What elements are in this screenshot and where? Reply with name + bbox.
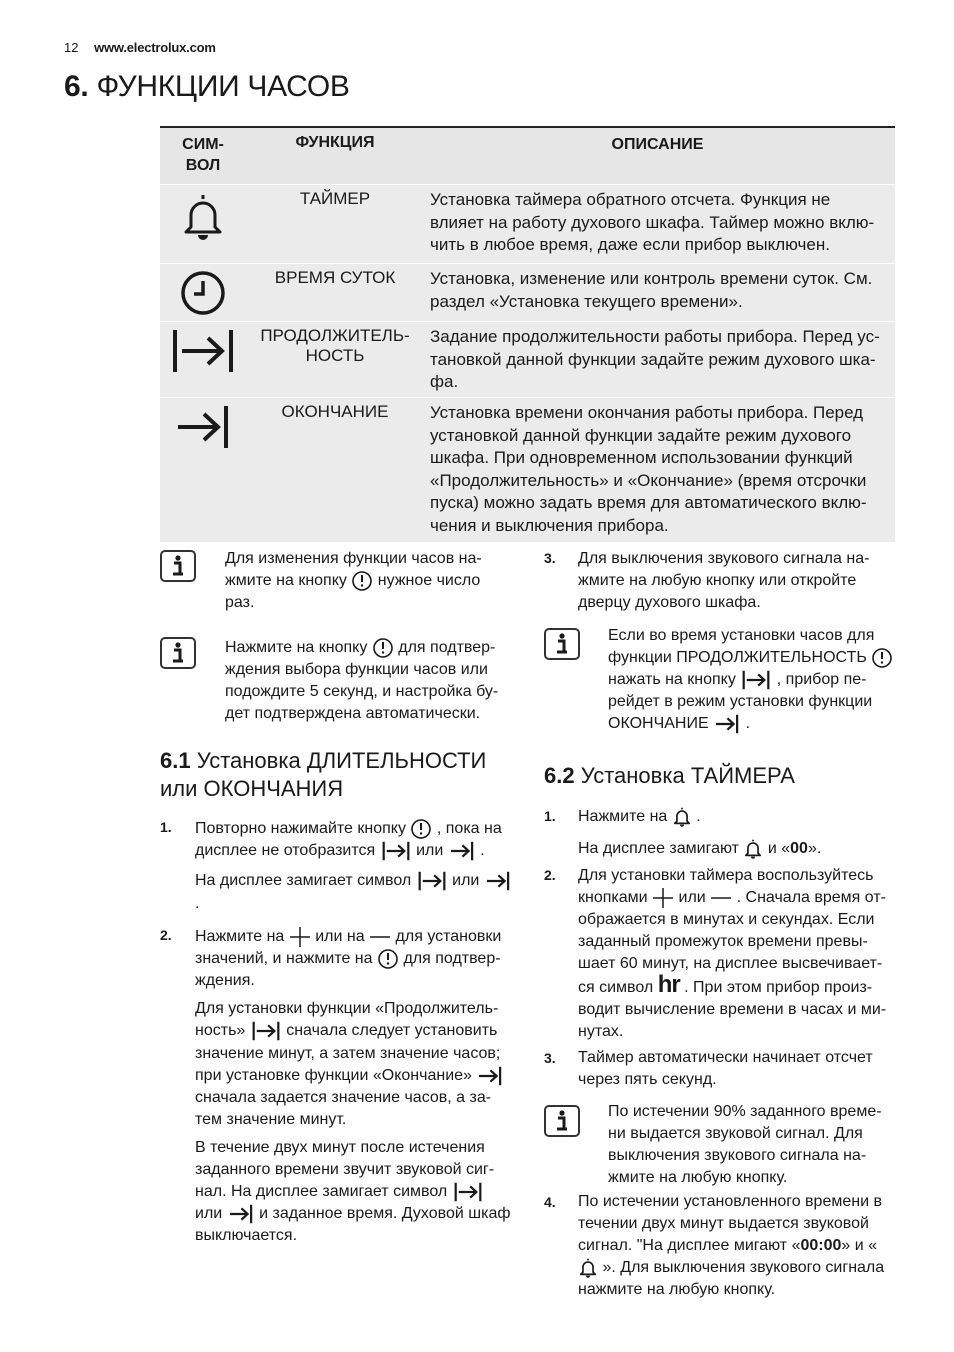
- display-value: 00:00: [800, 1237, 842, 1254]
- clock-button-icon: [410, 818, 432, 840]
- function-name: ВРЕМЯ СУТОК: [274, 268, 396, 287]
- title-text: ФУНКЦИИ ЧАСОВ: [96, 70, 350, 103]
- step-2: Нажмите на или на для установки значений, и нажмите на для подтвер-ждения. Для установки функции «Продолжитель-ность» сначала следует установить значение минут, а затем значение часов; при установке функции «Окончание» сначала задается значение часов, а за-тем значение минут. В течение двух минут после истечения заданного времени звучит звуковой сиг-нал. На дисплее замигает символ или и заданное время. Духовой шкаф выключается.: [195, 926, 515, 1247]
- bell-icon: [672, 806, 692, 828]
- step-1: Повторно нажимайте кнопку , пока на дисплее не отобразится или . На дисплее замигает символ или .: [195, 818, 515, 915]
- table-row: [160, 264, 895, 322]
- duration-icon: [380, 840, 412, 862]
- duration-icon: [170, 326, 236, 376]
- info-icon: [160, 637, 196, 669]
- step-number: 2.: [160, 927, 172, 943]
- bell-icon: [578, 1257, 598, 1279]
- info-icon: [544, 628, 580, 660]
- bell-icon: [181, 191, 225, 243]
- page-title: [64, 70, 350, 104]
- site-url[interactable]: www.electrolux.com: [94, 40, 216, 55]
- bell-icon: [743, 838, 763, 860]
- hr-symbol: hr: [657, 971, 680, 999]
- step-number: 3.: [544, 1050, 556, 1066]
- end-icon: [484, 870, 512, 892]
- end-icon: [476, 1065, 504, 1087]
- step-number: 1.: [544, 808, 556, 824]
- info-icon: [160, 550, 196, 582]
- info-note-4: По истечении 90% заданного време-ни выдается звуковой сигнал. Для выключения звукового сигнала на-жмите на любую кнопку.: [608, 1103, 882, 1186]
- table-row: [160, 398, 895, 543]
- function-name: ПРОДОЛЖИТЕЛЬ-НОСТЬ: [260, 326, 410, 365]
- page-number: 12: [64, 40, 79, 55]
- step-number: 2.: [544, 867, 556, 883]
- table-row: [160, 322, 895, 398]
- clock-button-icon: [377, 948, 399, 970]
- end-icon: [174, 402, 232, 452]
- info-icon: [544, 1105, 580, 1137]
- end-icon: [448, 840, 476, 862]
- table-row: [160, 185, 895, 264]
- plus-icon: [289, 926, 311, 948]
- function-description: Установка, изменение или контроль времени суток. См. раздел «Установка текущего времени».: [430, 269, 873, 311]
- timer-step-3: Таймер автоматически начинает отсчет через пять секунд.: [578, 1049, 873, 1088]
- function-description: Установка таймера обратного отсчета. Функция не влияет на работу духового шкафа. Таймер можно вклю-чить в любое время, даже если прибор выключен.: [430, 190, 875, 254]
- step-number: 1.: [160, 819, 172, 835]
- function-name: ОКОНЧАНИЕ: [281, 402, 389, 421]
- timer-step-2: Для установки таймера воспользуйтесь кнопками или . Сначала время от-ображается в минутах и секундах. Если заданный промежуток времени превы-шает 60 минут, на дисплее высвечивает-ся символ hr . При этом прибор произ-водит вычисление времени в часах и ми-нутах.: [578, 867, 887, 1041]
- end-icon: [227, 1203, 255, 1225]
- page-header: [64, 40, 216, 55]
- clock-button-icon: [871, 647, 893, 669]
- minus-icon: [369, 926, 391, 948]
- step-number: 3.: [544, 550, 556, 566]
- duration-icon: [250, 1020, 282, 1042]
- info-note-2: Нажмите на кнопку для подтвер-ждения выбора функции часов или подождите 5 секунд, и настройка бу-дет подтверждена автоматически.: [225, 637, 505, 725]
- duration-icon: [452, 1181, 484, 1203]
- info-note-1: Для изменения функции часов на-жмите на кнопку нужное число раз.: [225, 550, 482, 612]
- section-6-1-heading: 6.1 Установка ДЛИТЕЛЬНОСТИ или ОКОНЧАНИЯ: [160, 748, 487, 801]
- step-3-sound: Для выключения звукового сигнала на-жмите на любую кнопку или откройте дверцу духового шкафа.: [578, 550, 870, 611]
- clock-button-icon: [372, 637, 394, 659]
- end-icon: [713, 713, 741, 735]
- function-name: ТАЙМЕР: [299, 189, 371, 208]
- timer-step-4: По истечении установленного времени в течении двух минут выдается звуковой сигнал. "На дисплее мигают «00:00» и « ». Для выключения звукового сигнала нажмите на любую кнопку.: [578, 1193, 885, 1299]
- duration-icon: [740, 669, 772, 691]
- function-description: Задание продолжительности работы прибора. Перед ус-тановкой данной функции задайте режим духового шка-фа.: [430, 327, 880, 391]
- clock-functions-table: [160, 126, 895, 543]
- col-function-header: ФУНКЦИЯ: [295, 134, 375, 151]
- info-note-3: Если во время установки часов для функции ПРОДОЛЖИТЕЛЬНОСТЬ нажать на кнопку , прибор пе-рейдет в режим установки функции ОКОНЧАНИЕ .: [608, 625, 900, 736]
- section-6-2-heading: 6.2 Установка ТАЙМЕРА: [544, 763, 795, 788]
- clock-icon: [177, 268, 229, 318]
- col-description-header: ОПИСАНИЕ: [611, 136, 704, 153]
- table-header-row: [160, 128, 895, 185]
- step-number: 4.: [544, 1194, 556, 1210]
- timer-step-1: Нажмите на . На дисплее замигают и «00».: [578, 806, 888, 860]
- clock-button-icon: [351, 570, 373, 592]
- title-number: 6.: [64, 70, 89, 103]
- plus-icon: [652, 887, 674, 909]
- duration-icon: [416, 870, 448, 892]
- minus-icon: [710, 887, 732, 909]
- function-description: Установка времени окончания работы прибора. Перед установкой данной функции задайте режим духового шкафа. При одновременном использовании функций «Продолжительность» и «Окончание» (время отсрочки пуска) можно задать время для автоматического вклю-чения и выключения прибора.: [430, 403, 867, 535]
- display-value: 00: [790, 840, 808, 858]
- col-symbol-header: СИМ-ВОЛ: [182, 136, 224, 174]
